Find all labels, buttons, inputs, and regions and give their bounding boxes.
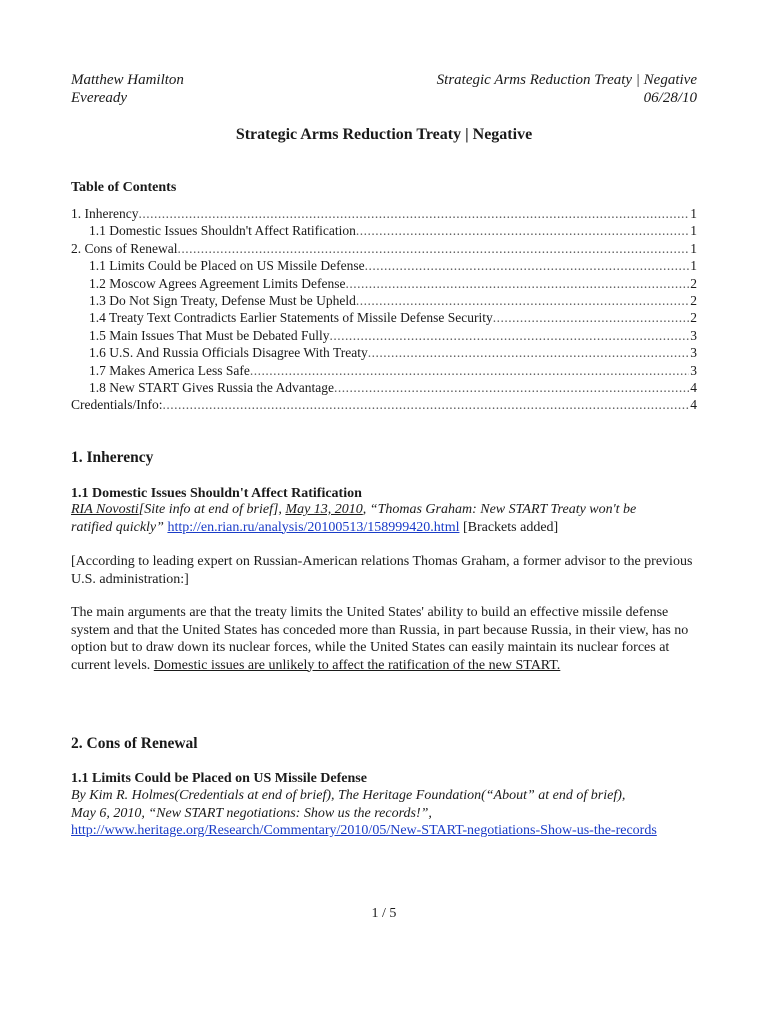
toc-leader xyxy=(356,222,689,239)
toc-entry-label: 1.8 New START Gives Russia the Advantage xyxy=(89,379,334,395)
cite-note: [Site info at end of brief], xyxy=(138,502,286,517)
toc-entry[interactable] xyxy=(71,275,697,292)
cite-line: By Kim R. Holmes(Credentials at end of brief), The Heritage Foundation(“About” at end of brief), xyxy=(71,788,626,803)
toc-entry-page: 2 xyxy=(690,292,697,308)
toc-entry-page: 3 xyxy=(690,345,697,361)
toc-leader xyxy=(334,379,689,396)
toc-leader xyxy=(329,327,689,344)
citation-block xyxy=(71,787,697,840)
toc-entry-page: 4 xyxy=(690,379,697,395)
citation-block xyxy=(71,501,697,536)
toc-entry[interactable] xyxy=(71,309,697,326)
toc-leader xyxy=(250,362,689,379)
toc-entry[interactable] xyxy=(71,379,697,396)
document-title: Strategic Arms Reduction Treaty | Negative xyxy=(235,126,533,143)
source-link[interactable]: http://en.rian.ru/analysis/20100513/158999420.html xyxy=(167,519,460,535)
toc-entry-page: 2 xyxy=(690,275,697,291)
evidence-paragraph xyxy=(71,604,697,674)
toc-leader xyxy=(368,344,690,361)
toc-entry-label: 2. Cons of Renewal xyxy=(71,240,178,256)
page-indicator: 1 / 5 xyxy=(371,906,397,921)
cite-suffix: [Brackets added] xyxy=(459,519,559,535)
toc-entry-label: Credentials/Info: xyxy=(71,397,163,413)
toc-leader xyxy=(345,275,689,292)
toc-entry[interactable] xyxy=(71,344,697,361)
toc-entry-page: 1 xyxy=(690,258,697,274)
cite-title: , “Thomas Graham: New START Treaty won't be xyxy=(362,502,637,517)
toc-leader xyxy=(356,292,689,309)
section-heading-cons: 2. Cons of Renewal xyxy=(71,735,198,752)
toc-entry[interactable] xyxy=(71,205,697,222)
toc-entry-page: 3 xyxy=(690,362,697,378)
toc-entry-label: 1.1 Limits Could be Placed on US Missile Defense xyxy=(89,258,365,274)
evidence-text: The main arguments are that the treaty limits the United States' ability to build an effective missile defense system and that the United States has conceded more than Russia, in part because Russia, in their view, has no option but to draw down its nuclear forces, while the United States can easily maintain its nuclear forces at current levels. xyxy=(71,605,689,673)
toc-entry[interactable] xyxy=(71,327,697,344)
header-school: Eveready xyxy=(71,90,128,106)
toc-entry-label: 1.4 Treaty Text Contradicts Earlier Statements of Missile Defense Security xyxy=(89,310,493,326)
header-date: 06/28/10 xyxy=(643,90,697,106)
toc-entry-page: 3 xyxy=(690,327,697,343)
table-of-contents xyxy=(71,205,697,414)
bracket-note: [According to leading expert on Russian-American relations Thomas Graham, a former advisor to the previous U.S. administration:] xyxy=(71,554,693,587)
toc-entry[interactable] xyxy=(71,362,697,379)
toc-entry-label: 1.5 Main Issues That Must be Debated Fully xyxy=(89,327,330,343)
cite-date: May 13, 2010 xyxy=(285,502,363,517)
toc-leader xyxy=(162,396,689,413)
subsection-heading: 1.1 Domestic Issues Shouldn't Affect Ratification xyxy=(71,486,362,501)
toc-leader xyxy=(365,257,690,274)
cite-title-cont: ratified quickly” xyxy=(71,519,168,535)
toc-entry[interactable] xyxy=(71,396,697,413)
cite-source: RIA Novosti xyxy=(71,502,139,517)
toc-entry[interactable] xyxy=(71,292,697,309)
toc-leader xyxy=(493,309,690,326)
toc-entry[interactable] xyxy=(71,257,697,274)
evidence-underlined: Domestic issues are unlikely to affect the ratification of the new START. xyxy=(153,657,561,673)
subsection-heading: 1.1 Limits Could be Placed on US Missile Defense xyxy=(71,771,367,786)
toc-entry-page: 2 xyxy=(690,310,697,326)
toc-leader xyxy=(177,240,689,257)
source-link[interactable]: http://www.heritage.org/Research/Commentary/2010/05/New-START-negotiations-Show-us-the-records xyxy=(71,823,657,838)
cite-line: May 6, 2010, “New START negotiations: Show us the records!”, xyxy=(71,805,432,821)
toc-entry-page: 1 xyxy=(690,223,697,239)
toc-entry-label: 1.1 Domestic Issues Shouldn't Affect Ratification xyxy=(89,223,356,239)
header-author: Matthew Hamilton xyxy=(71,72,184,88)
toc-leader xyxy=(138,205,689,222)
toc-entry-page: 1 xyxy=(690,206,697,221)
toc-entry-label: 1.2 Moscow Agrees Agreement Limits Defense xyxy=(89,275,346,291)
toc-entry-page: 4 xyxy=(690,397,697,413)
section-heading-inherency: 1. Inherency xyxy=(71,449,154,466)
toc-heading: Table of Contents xyxy=(71,180,177,195)
toc-entry-label: 1. Inherency xyxy=(71,206,139,221)
toc-entry-label: 1.7 Makes America Less Safe xyxy=(89,362,250,378)
header-title: Strategic Arms Reduction Treaty | Negative xyxy=(436,72,697,88)
toc-entry[interactable] xyxy=(71,222,697,239)
toc-entry-page: 1 xyxy=(690,240,697,256)
toc-entry-label: 1.3 Do Not Sign Treaty, Defense Must be Upheld xyxy=(89,292,356,308)
toc-entry[interactable] xyxy=(71,240,697,257)
toc-entry-label: 1.6 U.S. And Russia Officials Disagree With Treaty xyxy=(89,345,368,361)
